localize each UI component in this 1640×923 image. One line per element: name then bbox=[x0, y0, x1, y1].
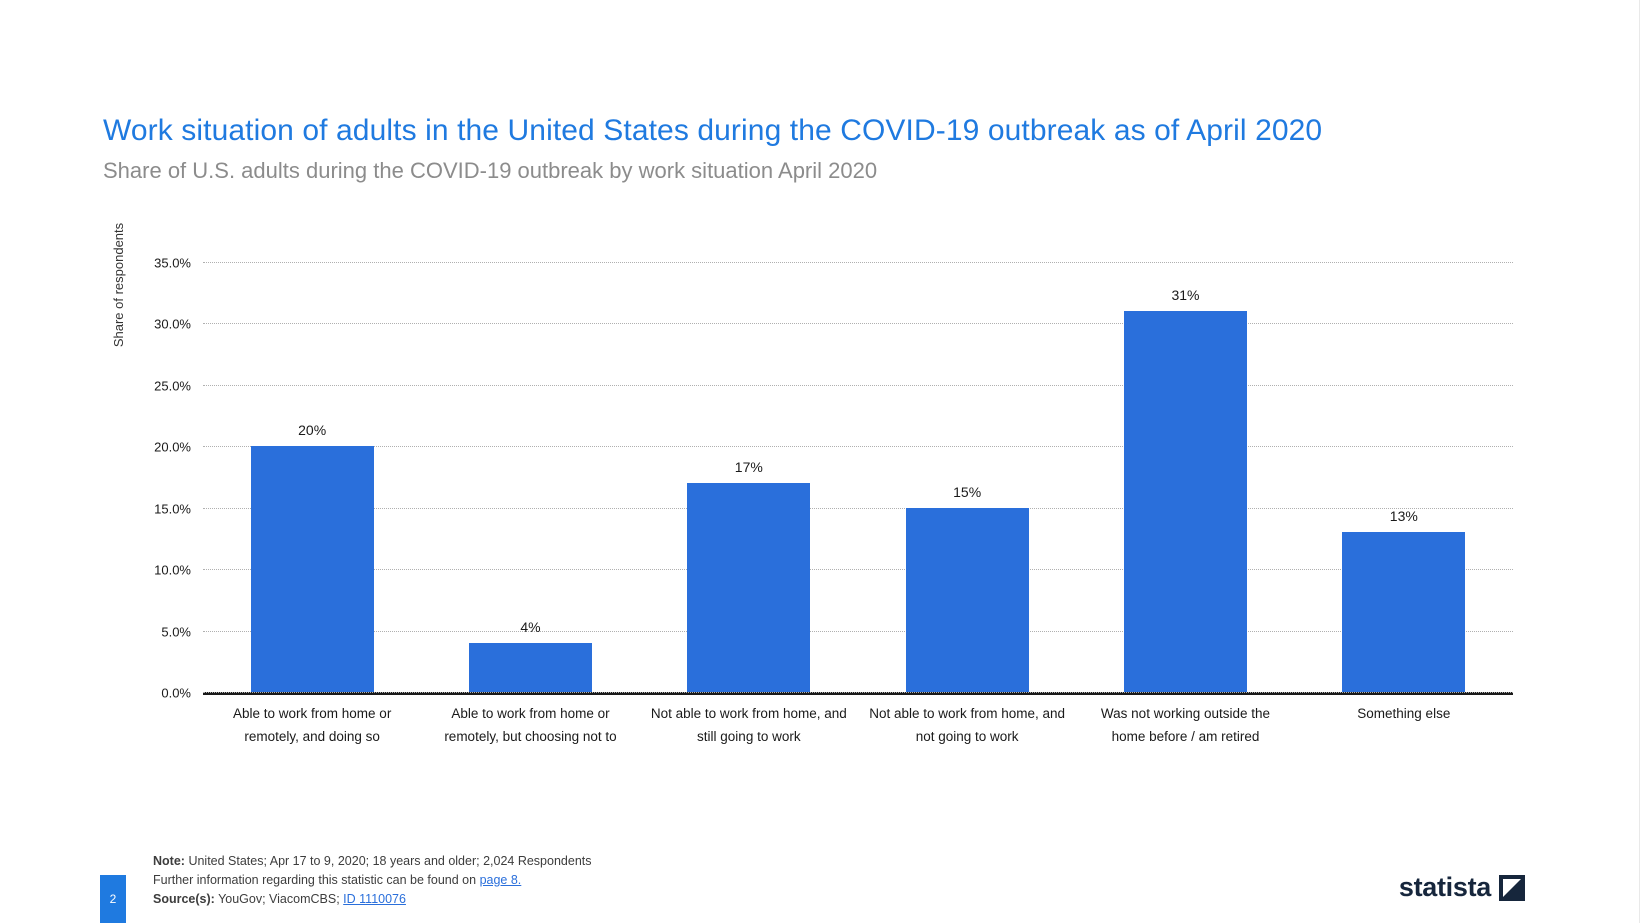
footnote-source-line bbox=[153, 890, 1253, 909]
y-tick-label: 20.0% bbox=[154, 439, 191, 455]
bar-value-label: 15% bbox=[953, 483, 982, 500]
x-tick-label: Not able to work from home, and still going to work bbox=[650, 706, 847, 744]
statistic-id-link[interactable]: ID 1110076 bbox=[343, 892, 406, 906]
bar-value-label: 17% bbox=[734, 459, 763, 476]
y-tick-label: 35.0% bbox=[154, 255, 191, 271]
bar-slot bbox=[1076, 262, 1294, 692]
brand-name: statista bbox=[1398, 872, 1491, 902]
bar-slot bbox=[421, 262, 639, 692]
page-number-badge: 2 bbox=[100, 875, 126, 923]
statista-mark-icon bbox=[1499, 875, 1525, 901]
page-title: Work situation of adults in the United States during the COVID-19 outbreak as of April 2020 bbox=[103, 114, 1323, 147]
bar-value-label: 4% bbox=[520, 618, 541, 635]
footnote-note-line bbox=[153, 852, 1253, 871]
page-subtitle: Share of U.S. adults during the COVID-19 outbreak by work situation April 2020 bbox=[103, 158, 878, 183]
footnote-note-text: United States; Apr 17 to 9, 2020; 18 years and older; 2,024 Respondents bbox=[188, 854, 592, 868]
bar[interactable] bbox=[687, 459, 810, 692]
y-axis-label bbox=[111, 185, 126, 385]
bar-series bbox=[203, 262, 1513, 692]
y-tick-label: 10.0% bbox=[154, 562, 191, 578]
bar[interactable] bbox=[469, 618, 592, 692]
chart-header bbox=[103, 112, 1523, 185]
brand-logo bbox=[1399, 872, 1525, 903]
x-tick-label: Something else bbox=[1357, 706, 1451, 721]
y-tick-label: 15.0% bbox=[154, 501, 191, 517]
bar-slot bbox=[640, 262, 858, 692]
bar-slot bbox=[858, 262, 1076, 692]
y-tick-label: 30.0% bbox=[154, 316, 191, 332]
bar[interactable] bbox=[1342, 508, 1465, 692]
plot-area bbox=[154, 255, 1513, 701]
bar[interactable] bbox=[251, 422, 374, 692]
bar-value-label: 20% bbox=[298, 422, 327, 439]
bar-value-label: 13% bbox=[1389, 508, 1418, 525]
footnote-note-label: Note: bbox=[153, 854, 185, 868]
bar[interactable] bbox=[1124, 287, 1247, 692]
footnote-source-text: YouGov; ViacomCBS; bbox=[218, 892, 340, 906]
x-tick-label: Able to work from home or remotely, but choosing not to bbox=[444, 706, 617, 744]
footnote-info-line bbox=[153, 871, 1253, 890]
y-tick-label: 25.0% bbox=[154, 378, 191, 394]
bar[interactable] bbox=[906, 483, 1029, 692]
bar-slot bbox=[203, 262, 421, 692]
bar-value-label: 31% bbox=[1171, 287, 1200, 304]
x-axis-labels bbox=[203, 702, 1513, 748]
x-tick-label: Able to work from home or remotely, and doing so bbox=[233, 706, 392, 744]
gridline bbox=[161, 685, 1513, 701]
y-tick-label: 5.0% bbox=[161, 624, 191, 640]
footnote-info-text: Further information regarding this statistic can be found on bbox=[153, 873, 477, 887]
page-link[interactable]: page 8. bbox=[479, 873, 522, 887]
x-tick-label: Was not working outside the home before / am retired bbox=[1100, 706, 1271, 744]
footnote bbox=[153, 852, 1253, 909]
x-tick-label: Not able to work from home, and not going to work bbox=[869, 706, 1066, 744]
bar-slot bbox=[1295, 262, 1513, 692]
chart bbox=[103, 222, 1523, 780]
y-axis-label-text: Share of respondents bbox=[111, 222, 126, 348]
y-tick-label: 0.0% bbox=[161, 685, 191, 701]
footnote-source-label: Source(s): bbox=[153, 892, 215, 906]
